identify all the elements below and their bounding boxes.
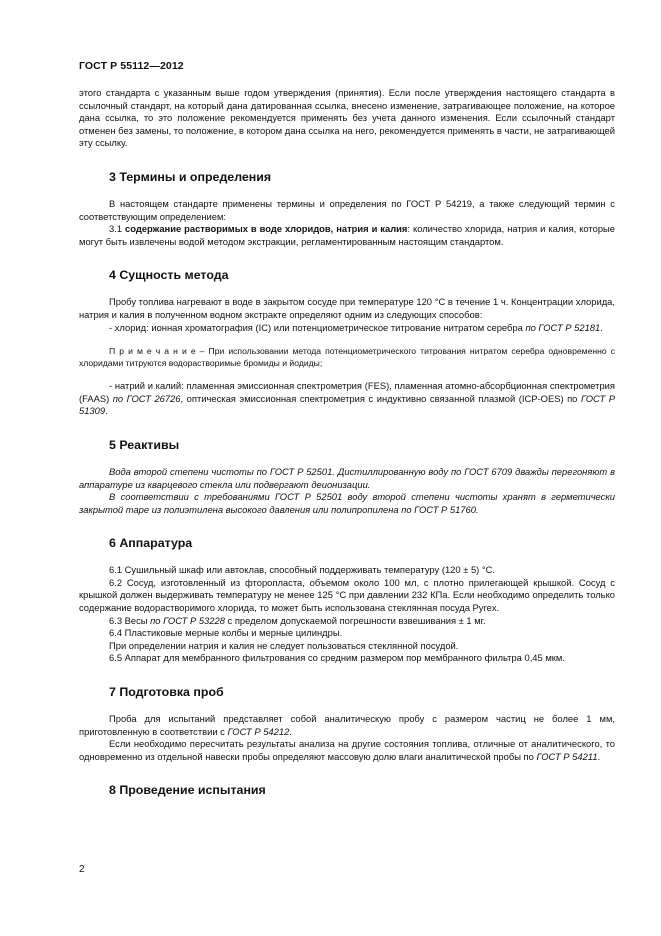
item-6-3: 6.3 Весы по ГОСТ Р 53228 с пределом допускаемой погрешности взвешивания ± 1 мг. (109, 614, 486, 626)
document-page (79, 60, 615, 811)
section-3 (79, 170, 615, 248)
sodium-potassium-method: - натрий и калий: пламенная эмиссионная спектрометрия (FES), пламенная атомно-абсорбционная спектрометрия (FAAS) по ГОСТ 26726, оптическая эмиссионная спектрометрия с индуктивно связанной плазмой (ICP-OES) по ГОСТ Р 51309. (79, 380, 615, 417)
item-6-5: 6.5 Аппарат для мембранного фильтрования со средним размером пор мембранного фильтра 0,45 мкм. (109, 652, 565, 664)
term-definition: : количество хлорида, натрия и калия, которые могут быть извлечены водой методом экстракции, регламентированным настоящим стандартом. (79, 223, 616, 247)
section-5-paragraph-1: Вода второй степени чистоты по ГОСТ Р 52501. Дистиллированную воду по ГОСТ 6709 дважды перегоняют в аппаратуре из кварцевого стекла или подвергают деионизации. (79, 465, 615, 490)
term-3-1 (79, 223, 615, 248)
item-6-4-note: При определении натрия и калия не следует пользоваться стеклянной посудой. (109, 639, 459, 651)
standard-reference: по ГОСТ 26726 (112, 392, 181, 404)
item-6-2: 6.2 Сосуд, изготовленный из фторопласта, объемом около 100 мл, с плотно прилегающей крышкой. Сосуд с крышкой должен выдерживать температуру не менее 125 °С при давлении 232 КПа. Если необходимо определить только содержание водорастворимого хлорида, то может быть использована стеклянная посуда Pyrex. (79, 576, 615, 614)
section-7-paragraph-1: Проба для испытаний представляет собой аналитическую пробу с размером частиц не более 1 мм, приготовленную в соответствии с ГОСТ Р 54212. (79, 713, 615, 737)
section-4-title: 4 Сущность метода (109, 268, 229, 283)
section-8 (79, 783, 615, 798)
section-5-title: 5 Реактивы (109, 437, 180, 452)
section-3-title: 3 Термины и определения (109, 169, 272, 184)
section-6-title: 6 Аппаратура (109, 536, 193, 551)
section-8-title: 8 Проведение испытания (109, 783, 266, 798)
term-number: 3.1 (109, 223, 125, 235)
item-6-4: 6.4 Пластиковые мерные колбы и мерные цилиндры. (109, 627, 343, 639)
section-5 (79, 438, 615, 516)
section-4 (79, 268, 615, 418)
section-5-paragraph-2: В соответствии с требованиями ГОСТ Р 52501 воду второй степени чистоты хранят в герметически закрытой таре из полиэтилена высокого давления или полипропилена по ГОСТ Р 51760. (79, 491, 615, 515)
section-7-title: 7 Подготовка проб (109, 685, 224, 700)
section-7 (79, 685, 615, 763)
item-6-1: 6.1 Сушильный шкаф или автоклав, способный поддерживать температуру (120 ± 5) °С. (109, 564, 496, 576)
chloride-method: - хлорид: ионная хроматография (IC) или потенциометрическое титрование нитратом серебра по ГОСТ Р 52181. (109, 321, 603, 333)
standard-reference: ГОСТ Р 51309 (79, 392, 615, 417)
section-3-paragraph: В настоящем стандарте применены термины и определения по ГОСТ Р 54219, а также следующий термин с соответствующим определением: (79, 197, 615, 222)
standard-reference: по ГОСТ Р 53228 (150, 614, 225, 626)
section-4-paragraph: Пробу топлива нагревают в воде в закрытом сосуде при температуре 120 °С в течение 1 ч. Концентрации хлорида, натрия и калия в полученном водном экстракте определяют одним из следующих способов: (79, 296, 615, 320)
intro-paragraph: этого стандарта с указанным выше годом утверждения (принятия). Если после утверждения настоящего стандарта в ссылочный стандарт, на который дана датированная ссылка, внесено изменение, затрагивающее положение, на которое дана ссылка, то это положение рекомендуется применять без учета данного изменения. Если ссылочный стандарт отменен без замены, то положение, в котором дана ссылка на него, рекомендуется применять в части, не затрагивающей эту ссылку. (79, 87, 615, 149)
standard-reference: ГОСТ Р 54211 (536, 750, 598, 762)
page-number: 2 (79, 864, 85, 875)
section-6 (79, 536, 615, 665)
section-7-paragraph-2: Если необходимо пересчитать результаты анализа на другие состояния топлива, отличные от аналитического, то одновременно из отдельной навески пробы определяют массовую долю влаги аналитической пробы по ГОСТ Р 54211. (79, 738, 615, 762)
term-name: содержание растворимых в воде хлоридов, натрия и калия (125, 223, 408, 235)
standard-reference: ГОСТ Р 54212 (227, 725, 290, 737)
standard-reference: по ГОСТ Р 52181 (525, 321, 601, 333)
document-id-header: ГОСТ Р 55112—2012 (79, 60, 184, 72)
note: П р и м е ч а н и е – При использовании метода потенциометрического титрования нитратом серебра одновременно с хлоридами титруются водорастворимые бромиды и йодиды; (79, 346, 615, 369)
